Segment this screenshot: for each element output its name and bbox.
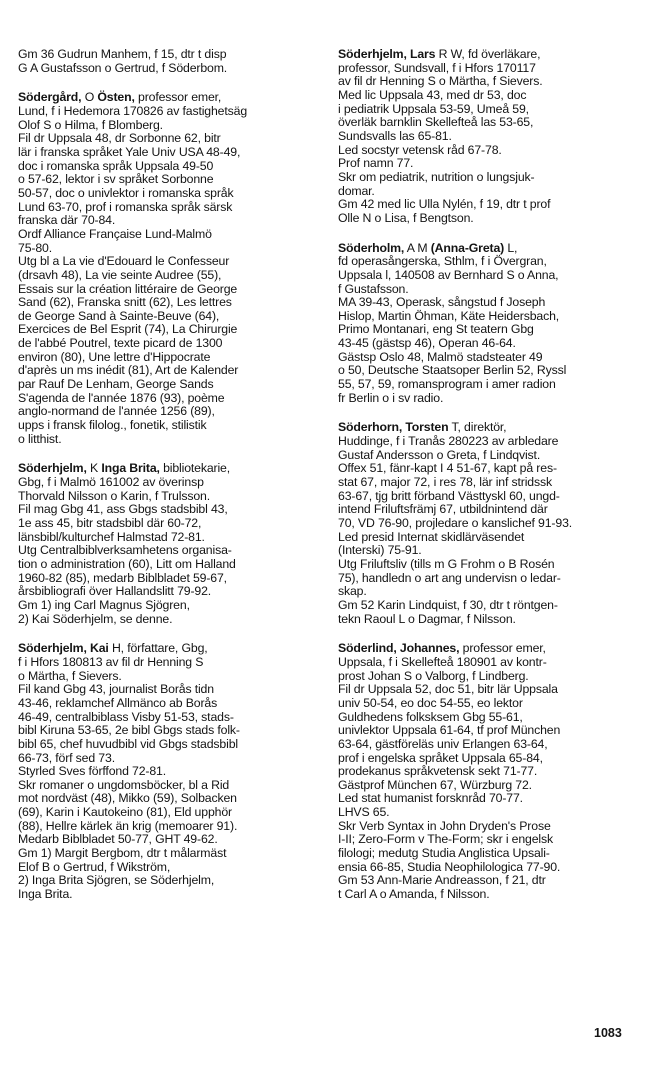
entry-name: Söderlind, Johannes,: [338, 641, 460, 656]
entry-line: [18, 874, 322, 888]
entry-name: Södergård,: [18, 90, 82, 105]
entry-line: [338, 103, 642, 117]
entry-text: Hislop, Martin Öhman, Käte Heidersbach,: [338, 308, 560, 323]
entry-text: franska där 70-84.: [18, 213, 116, 228]
entry-line: [18, 806, 322, 820]
entry-text: prodekanus språkvetensk sekt 71-77.: [338, 764, 538, 779]
entry-text: f Gustafsson.: [338, 281, 409, 296]
entry-line: [338, 806, 642, 820]
right-column: [338, 48, 642, 918]
entry-line: [338, 683, 642, 697]
entry-text: domar.: [338, 183, 375, 198]
entry-line: [18, 419, 322, 433]
entry-text: Fil mag Gbg 41, ass Gbgs stadsbibl 43,: [18, 502, 228, 517]
entry-text: Gm 42 med lic Ulla Nylén, f 19, dtr t prof: [338, 197, 551, 212]
entry-text: årsbibliografi över Hallandslitt 79-92.: [18, 584, 212, 599]
entry-text: Gm 52 Karin Lindquist, f 30, dtr t röntgen-: [338, 597, 558, 612]
entry-text: Huddinge, f i Tranås 280223 av arbledare: [338, 434, 559, 449]
entry-line: [338, 724, 642, 738]
entry-text: Med lic Uppsala 43, med dr 53, doc: [338, 87, 527, 102]
entry-text: länsbibl/kulturchef Halmstad 72-81.: [18, 529, 205, 544]
entry-name: Söderhorn, Torsten: [338, 420, 449, 435]
entry-text: filologi; medutg Studia Anglistica Upsali-: [338, 846, 550, 861]
entry-line: [338, 490, 642, 504]
entry-line: [338, 421, 642, 435]
entry-text: Utg bl a La vie d'Edouard le Confesseur: [18, 254, 230, 269]
entry-line: [18, 228, 322, 242]
entry-text: S'agenda de l'année 1876 (93), poème: [18, 390, 225, 405]
entry-line: [338, 572, 642, 586]
entry-line: [338, 820, 642, 834]
entry-text: Olle N o Lisa, f Bengtson.: [338, 210, 474, 225]
entry-line: [338, 874, 642, 888]
entry-text: Gustaf Andersson o Greta, f Lindqvist.: [338, 447, 541, 462]
entry-line: [18, 405, 322, 419]
entry-text: Sand (62), Franska snitt (62), Les lettres: [18, 295, 232, 310]
entry-text: 46-49, centralbiblass Visby 51-53, stads-: [18, 709, 234, 724]
entry-line: [18, 160, 322, 174]
entry-text: Fil dr Uppsala 48, dr Sorbonne 62, bitr: [18, 131, 221, 146]
entry-text: fd operasångerska, Sthlm, f i Övergran,: [338, 254, 547, 269]
entry-text: 70, VD 76-90, projledare o kanslichef 91-93.: [338, 516, 573, 530]
biography-entry: [18, 91, 322, 446]
entry-name: Söderhjelm, Kai: [18, 641, 109, 656]
entry-line: [338, 198, 642, 212]
entry-line: [18, 544, 322, 558]
entry-text: Prof namn 77.: [338, 156, 414, 171]
entry-text: fr Berlin o i sv radio.: [338, 390, 444, 405]
entry-text: 75-80.: [18, 240, 52, 255]
entry-line: [338, 89, 642, 103]
entry-line: [18, 91, 322, 105]
entry-text: Exercices de Bel Esprit (74), La Chirurgie: [18, 322, 238, 337]
entry-line: [18, 132, 322, 146]
entry-text: univlektor Uppsala 61-64, tf prof München: [338, 723, 561, 738]
entry-line: [338, 351, 642, 365]
entry-text: lär i franska språket Yale Univ USA 48-49,: [18, 144, 241, 159]
entry-text: Gm 1) ing Carl Magnus Sjögren,: [18, 597, 190, 612]
entry-line: [338, 48, 642, 62]
entry-text: intend Friluftsfrämj 67, utbildnintend där: [338, 502, 548, 517]
entry-line: [338, 242, 642, 256]
entry-text: (Interski) 75-91.: [338, 543, 422, 558]
biography-entry: [338, 242, 642, 406]
entry-text: Guldhedens folksksem Gbg 55-61,: [338, 709, 523, 724]
entry-text: 1e ass 45, bitr stadsbibl där 60-72,: [18, 516, 202, 530]
entry-text: K: [86, 461, 102, 476]
entry-text: LHVS 65.: [338, 805, 390, 820]
entry-text: bibliotekarie,: [159, 461, 231, 476]
entry-text: tion o administration (60), Litt om Halland: [18, 556, 236, 571]
entry-text: O: [81, 90, 98, 105]
left-column: [18, 48, 322, 918]
entry-line: [18, 724, 322, 738]
entry-line: [18, 323, 322, 337]
entry-line: [18, 779, 322, 793]
biography-entry: [18, 642, 322, 901]
entry-line: [18, 888, 322, 902]
entry-text: bibl 65, chef huvudbibl vid Gbgs stadsbibl: [18, 736, 238, 751]
entry-name: Östen,: [97, 90, 135, 105]
entry-text: Styrled Sves förffond 72-81.: [18, 764, 167, 779]
entry-line: [18, 187, 322, 201]
entry-line: [18, 833, 322, 847]
entry-text: 55, 57, 59, romansprogram i amer radion: [338, 377, 556, 392]
biography-entry: [18, 48, 322, 75]
entry-line: [18, 861, 322, 875]
entry-line: [18, 146, 322, 160]
entry-text: Gbg, f i Malmö 161002 av överinsp: [18, 475, 204, 490]
entry-text: R W, fd överläkare,: [435, 47, 541, 61]
entry-text: anglo-normand de l'année 1256 (89),: [18, 404, 215, 419]
entry-text: professor emer,: [134, 90, 222, 105]
entry-line: [338, 847, 642, 861]
entry-name: Söderholm,: [338, 240, 405, 255]
entry-text: prof i engelska språket Uppsala 65-84,: [338, 750, 543, 765]
entry-line: [18, 296, 322, 310]
entry-text: professor emer,: [459, 641, 546, 656]
entry-text: tekn Raoul L o Dagmar, f Nilsson.: [338, 611, 516, 626]
entry-line: [338, 585, 642, 599]
entry-text: professor, Sundsvall, f i Hfors 170117: [338, 60, 536, 75]
entry-line: [18, 642, 322, 656]
entry-line: [18, 310, 322, 324]
entry-line: [338, 283, 642, 297]
entry-line: [338, 711, 642, 725]
entry-line: [338, 670, 642, 684]
entry-text: Led stat humanist forsknråd 70-77.: [338, 791, 523, 806]
entry-line: [338, 144, 642, 158]
entry-text: f i Hfors 180813 av fil dr Henning S: [18, 654, 204, 669]
entry-text: Inga Brita.: [18, 887, 73, 902]
entry-text: 43-46, reklamchef Allmänco ab Borås: [18, 695, 218, 710]
entry-text: MA 39-43, Operask, sångstud f Joseph: [338, 295, 546, 310]
entry-text: 66-73, förf sed 73.: [18, 750, 115, 765]
entry-text: T, direktör,: [448, 420, 507, 435]
entry-text: Fil kand Gbg 43, journalist Borås tidn: [18, 682, 214, 697]
entry-line: [338, 171, 642, 185]
biography-entry: [338, 48, 642, 226]
entry-line: [338, 531, 642, 545]
entry-line: [18, 585, 322, 599]
entry-name: (Anna-Greta): [430, 240, 505, 255]
entry-line: [18, 476, 322, 490]
biography-entry: [338, 642, 642, 901]
entry-text: doc i romanska språk Uppsala 49-50: [18, 158, 214, 173]
entry-line: [18, 462, 322, 476]
entry-line: [338, 517, 642, 531]
entry-text: Fil dr Uppsala 52, doc 51, bitr lär Uppsala: [338, 682, 558, 697]
entry-text: (88), Hellre kärlek än krig (memoarer 91).: [18, 818, 238, 833]
entry-line: [338, 738, 642, 752]
entry-line: [18, 572, 322, 586]
entry-line: [18, 683, 322, 697]
entry-text: 75), handledn o art ang undervisn o ledar-: [338, 570, 561, 585]
entry-line: [338, 185, 642, 199]
entry-text: Gm 53 Ann-Marie Andreasson, f 21, dtr: [338, 873, 546, 888]
entry-line: [18, 242, 322, 256]
entry-text: 43-45 (gästsp 46), Operan 46-64.: [338, 336, 516, 351]
entry-line: [338, 130, 642, 144]
entry-line: [338, 323, 642, 337]
entry-text: o 50, Deutsche Staatsoper Berlin 52, Ryssl: [338, 363, 567, 378]
entry-text: L,: [504, 240, 518, 255]
entry-text: prost Johan S o Valborg, f Lindberg.: [338, 668, 529, 683]
entry-text: Uppsala l, 140508 av Bernhard S o Anna,: [338, 267, 559, 282]
entry-line: [18, 351, 322, 365]
entry-line: [338, 765, 642, 779]
entry-line: [338, 503, 642, 517]
entry-line: [18, 48, 322, 62]
entry-text: Essais sur la création littéraire de George: [18, 281, 238, 296]
entry-text: Lund 63-70, prof i romanska språk särsk: [18, 199, 233, 214]
entry-text: skap.: [338, 584, 367, 599]
entry-line: [338, 833, 642, 847]
entry-text: Elof B o Gertrud, f Wikström,: [18, 859, 171, 874]
entry-text: de l'abbé Poutrel, texte picard de 1300: [18, 336, 223, 351]
entry-text: H, författare, Gbg,: [108, 641, 208, 656]
entry-text: Uppsala, f i Skellefteå 180901 av kontr-: [338, 654, 547, 669]
entry-text: Offex 51, fänr-kapt I 4 51-67, kapt på res-: [338, 461, 557, 476]
entry-line: [18, 337, 322, 351]
entry-line: [338, 613, 642, 627]
entry-text: t Carl A o Amanda, f Nilsson.: [338, 887, 490, 902]
entry-text: 63-64, gästföreläs univ Erlangen 63-64,: [338, 736, 548, 751]
entry-line: [338, 255, 642, 269]
entry-text: environ (80), Une lettre d'Hippocrate: [18, 349, 211, 364]
entry-text: 63-67, tjg britt förband Västtyskl 60, ungd-: [338, 488, 560, 503]
entry-text: o 57-62, lektor i sv språket Sorbonne: [18, 172, 214, 187]
entry-text: av fil dr Henning S o Märtha, f Sievers.: [338, 74, 543, 89]
entry-line: [18, 697, 322, 711]
entry-line: [18, 613, 322, 627]
entry-text: mot nordväst (48), Mikko (59), Solbacken: [18, 791, 237, 806]
entry-line: [18, 765, 322, 779]
entry-text: 1960-82 (85), medarb Biblbladet 59-67,: [18, 570, 227, 585]
entry-line: [18, 599, 322, 613]
entry-text: 2) Inga Brita Sjögren, se Söderhjelm,: [18, 873, 215, 888]
entry-text: Skr Verb Syntax in John Dryden's Prose: [338, 818, 551, 833]
entry-text: (drsavh 48), La vie seinte Audree (55),: [18, 267, 222, 282]
entry-line: [18, 214, 322, 228]
entry-text: (69), Karin i Kautokeino (81), Eld upphör: [18, 805, 232, 820]
entry-text: o litthist.: [18, 431, 62, 446]
entry-line: [18, 378, 322, 392]
entry-text: par Rauf De Lenham, George Sands: [18, 377, 214, 392]
entry-text: Utg Friluftsliv (tills m G Frohm o B Rosén: [338, 556, 555, 571]
entry-line: [18, 670, 322, 684]
entry-line: [338, 116, 642, 130]
entry-text: Ordf Alliance Française Lund-Malmö: [18, 226, 212, 241]
entry-line: [338, 269, 642, 283]
entry-text: Gm 36 Gudrun Manhem, f 15, dtr t disp: [18, 47, 227, 61]
entry-line: [18, 173, 322, 187]
entry-text: 50-57, doc o univlektor i romanska språk: [18, 185, 234, 200]
entry-line: [18, 433, 322, 447]
entry-name: Söderhjelm, Lars: [338, 47, 436, 61]
entry-text: A M: [404, 240, 431, 255]
entry-text: i pediatrik Uppsala 53-59, Umeå 59,: [338, 101, 529, 116]
entry-text: Medarb Biblbladet 50-77, GHT 49-62.: [18, 832, 218, 847]
entry-line: [18, 62, 322, 76]
entry-line: [338, 296, 642, 310]
entry-line: [338, 392, 642, 406]
entry-line: [338, 656, 642, 670]
entry-line: [18, 711, 322, 725]
entry-text: Gästsp Oslo 48, Malmö stadsteater 49: [338, 349, 543, 364]
entry-line: [338, 337, 642, 351]
biography-entry: [338, 421, 642, 626]
entry-line: [18, 738, 322, 752]
entry-line: [18, 531, 322, 545]
entry-text: Olof S o Hilma, f Blomberg.: [18, 117, 163, 132]
entry-text: Gästprof München 67, Würzburg 72.: [338, 777, 532, 792]
entry-text: Gm 1) Margit Bergbom, dtr t målarmäst: [18, 846, 227, 861]
entry-name: Söderhjelm,: [18, 461, 87, 476]
entry-text: o Märtha, f Sievers.: [18, 668, 122, 683]
entry-text: Skr om pediatrik, nutrition o lungsjuk-: [338, 169, 535, 184]
entry-text: bibl Kiruna 53-65, 2e bibl Gbgs stads folk-: [18, 723, 240, 738]
entry-line: [338, 558, 642, 572]
entry-text: univ 50-54, eo doc 54-55, eo lektor: [338, 695, 523, 710]
entry-line: [18, 752, 322, 766]
entry-line: [338, 378, 642, 392]
entry-line: [338, 642, 642, 656]
entry-text: överläk barnklin Skellefteå las 53-65,: [338, 115, 534, 130]
entry-text: de George Sand à Sainte-Beuve (64),: [18, 308, 220, 323]
entry-line: [338, 212, 642, 226]
entry-line: [18, 656, 322, 670]
entry-line: [18, 255, 322, 269]
entry-text: d'après un ms inédit (81), Art de Kalender: [18, 363, 239, 378]
entry-line: [338, 476, 642, 490]
entry-text: ensia 66-85, Studia Neophilologica 77-90.: [338, 859, 561, 874]
entry-text: Sundsvalls las 65-81.: [338, 128, 452, 143]
entry-line: [18, 503, 322, 517]
entry-line: [18, 792, 322, 806]
entry-line: [338, 157, 642, 171]
entry-line: [18, 364, 322, 378]
entry-text: Thorvald Nilsson o Karin, f Trulsson.: [18, 488, 210, 503]
entry-text: Led presid Internat skidlärväsendet: [338, 529, 525, 544]
entry-text: Lund, f i Hedemora 170826 av fastighetsäg: [18, 103, 248, 118]
entry-line: [18, 105, 322, 119]
entry-line: [338, 697, 642, 711]
entry-line: [338, 792, 642, 806]
entry-line: [338, 435, 642, 449]
entry-line: [18, 119, 322, 133]
entry-line: [338, 75, 642, 89]
entry-line: [18, 820, 322, 834]
entry-text: Primo Montanari, eng St teatern Gbg: [338, 322, 534, 337]
entry-line: [338, 779, 642, 793]
entry-line: [18, 517, 322, 531]
entry-line: [338, 752, 642, 766]
entry-line: [338, 599, 642, 613]
entry-line: [338, 888, 642, 902]
entry-line: [18, 201, 322, 215]
entry-line: [338, 861, 642, 875]
entry-line: [338, 449, 642, 463]
entry-line: [18, 490, 322, 504]
entry-text: G A Gustafsson o Gertrud, f Söderbom.: [18, 60, 228, 75]
entry-line: [338, 310, 642, 324]
entry-text: I-II; Zero-Form v The-Form; skr i engelsk: [338, 832, 554, 847]
biography-entry: [18, 462, 322, 626]
entry-line: [338, 62, 642, 76]
entry-line: [18, 392, 322, 406]
entry-line: [338, 364, 642, 378]
page-number: 1083: [594, 1026, 622, 1040]
entry-text: upps i fransk filolog., fonetik, stilistik: [18, 418, 207, 433]
entry-text: Utg Centralbiblverksamhetens organisa-: [18, 543, 232, 558]
entry-text: Skr romaner o ungdomsböcker, bl a Rid: [18, 777, 230, 792]
entry-text: Led socstyr vetensk råd 67-78.: [338, 142, 502, 157]
entry-line: [338, 462, 642, 476]
entry-line: [18, 847, 322, 861]
entry-text: stat 67, major 72, i res 78, lär inf stridssk: [338, 475, 552, 490]
entry-line: [18, 558, 322, 572]
entry-line: [18, 269, 322, 283]
entry-text: 2) Kai Söderhjelm, se denne.: [18, 611, 173, 626]
entry-line: [338, 544, 642, 558]
entry-name: Inga Brita,: [101, 461, 160, 476]
entry-line: [18, 283, 322, 297]
